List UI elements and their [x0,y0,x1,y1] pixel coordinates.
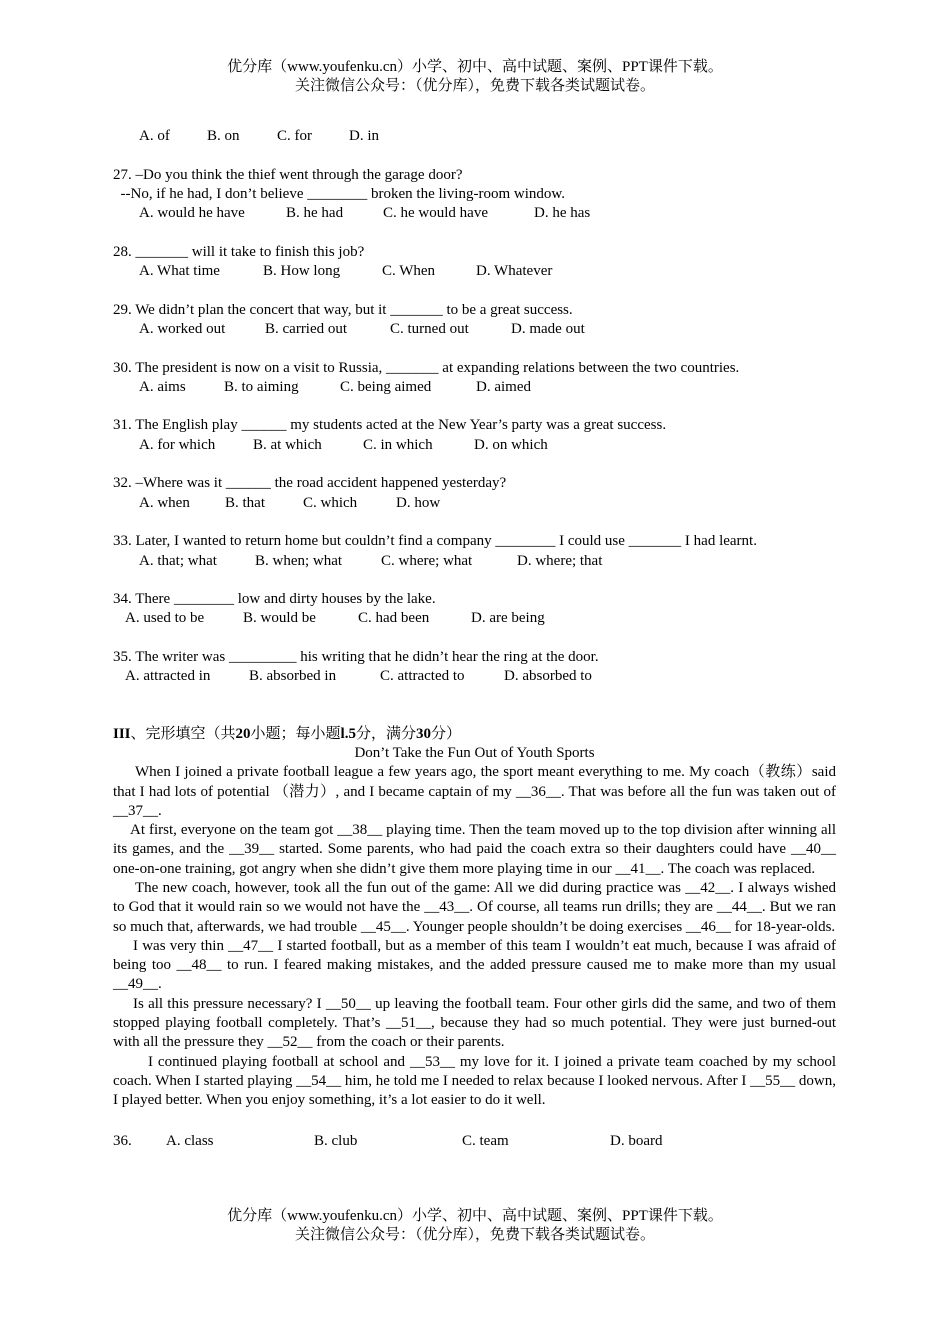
option-b: B. would be [243,610,316,627]
option-b: B. absorbed in [249,668,337,685]
option-d: D. Whatever [476,263,553,280]
option-c: C. where; what [381,552,473,569]
option-c: C. in which [363,436,433,453]
passage-title: Don’t Take the Fun Out of Youth Sports [354,744,595,761]
passage-paragraph: Is all this pressure necessary? I __50__ up leaving the football team. Four other girls did the same, and two of them stopped playing football completely. That’s __51__, because they had so much potential. They were just burned-out with all the pressure they __52__ from the coach or their parents. [113,995,836,1051]
footer-line-2: 关注微信公众号：（优分库），免费下载各类试题试卷。 [294,1227,655,1243]
question-stem: 31. The English play ______ my students acted at the New Year’s party was a great success. [113,417,667,434]
question-34 [113,590,836,629]
question-27 [113,166,836,224]
option-b: B. carried out [265,320,348,337]
option-d: D. on which [474,436,548,453]
passage-paragraph: I continued playing football at school and __53__ my love for it. I joined a private team coached by my school coach. When I started playing __54__ him, he told me I needed to relax because I looked nervous. After I __55__ down, I played better. When you enjoy something, it’s a lot easier to do it well. [113,1053,836,1109]
question-26-options [113,127,836,146]
option-d: D. in [349,128,379,144]
option-a: A. used to be [125,610,205,627]
option-b: B. he had [286,205,344,222]
option-a: A. worked out [139,320,226,337]
option-b: B. at which [253,436,322,453]
option-a: A. that; what [139,552,217,569]
section-title: III、完形填空（共20小题；每小题l.5分，满分30分） [113,725,461,742]
option-d: D. are being [471,610,545,627]
option-b: B. club [314,1132,358,1149]
passage-paragraph: At first, everyone on the team got __38__ playing time. Then the team moved up to the top division after winning all its games, and the __39__ started. Some parents, who had paid the coach extra so their daughters could have __40__ one-on-one training, got angry when she didn’t give them more playing time in our __41__. The coach was replaced. [113,822,836,877]
option-c: C. for [277,128,312,144]
option-c: C. turned out [390,320,469,337]
question-stem: 34. There ________ low and dirty houses by the lake. [113,591,436,608]
option-a: A. attracted in [125,668,211,685]
option-b: B. How long [263,263,341,280]
option-c: C. attracted to [380,668,465,685]
option-d: D. he has [534,205,591,222]
option-b: B. that [225,494,265,511]
option-d: D. how [396,494,441,511]
question-36 [113,1132,836,1151]
question-reply: --No, if he had, I don’t believe ________ broken the living-room window. [113,185,565,202]
option-a: A. when [139,494,190,511]
option-d: D. aimed [476,378,531,395]
passage-paragraph: The new coach, however, took all the fun out of the game: All we did during practice was __42__. I always wished to God that it would rain so we would not have the __43__. Of course, all teams run drills; they are __44__. But we ran so much that, afterwards, we had trouble __45__. Younger people shouldn’t be doing exercises __46__ for 18-year-olds. [113,879,836,935]
option-b: B. to aiming [224,378,299,395]
page-header [0,58,950,96]
header-line-1: 优分库（www.youfenku.cn）小学、初中、高中试题、案例、PPT课件下载。 [227,59,723,75]
option-d: D. made out [511,320,585,337]
option-d: D. absorbed to [504,668,592,685]
question-stem: 33. Later, I wanted to return home but couldn’t find a company ________ I could use _______ I had learnt. [113,533,757,550]
question-stem: 30. The president is now on a visit to Russia, _______ at expanding relations between the two countries. [113,359,740,376]
page-footer [0,1207,950,1245]
question-stem: 32. –Where was it ______ the road accident happened yesterday? [113,475,507,492]
exam-content [113,127,836,1151]
passage-paragraph: When I joined a private football league a few years ago, the sport meant everything to me. My coach（教练）said that I had lots of potential （潜力）, and I became captain of my __36__. That was before all the fun was taken out of __37__. [113,764,836,819]
passage-paragraph: I was very thin __47__ I started football, but as a member of this team I wouldn’t eat much, because I was afraid of being too __48__ to run. I feared making mistakes, and the added pressure caused me to make more than my usual __49__. [113,937,836,993]
question-33 [113,532,836,571]
option-c: C. being aimed [340,378,432,395]
option-a: A. What time [139,263,220,280]
option-a: A. aims [139,378,186,395]
question-stem: 29. We didn’t plan the concert that way, but it _______ to be a great success. [113,301,573,318]
question-32 [113,474,836,513]
question-35 [113,648,836,687]
question-stem: 35. The writer was _________ his writing that he didn’t hear the ring at the door. [113,649,599,666]
question-stem: 27. –Do you think the thief went through the garage door? [113,166,463,183]
question-28 [113,243,836,282]
footer-line-1: 优分库（www.youfenku.cn）小学、初中、高中试题、案例、PPT课件下载。 [227,1208,723,1224]
option-b: B. when; what [255,552,343,569]
option-c: C. he would have [383,205,488,222]
option-d: D. board [610,1132,663,1149]
option-c: C. had been [358,610,430,627]
option-a: A. would he have [139,205,245,222]
question-30 [113,359,836,398]
option-b: B. on [207,128,240,144]
question-29 [113,301,836,340]
option-d: D. where; that [517,552,603,569]
option-a: A. class [166,1132,214,1149]
option-a: A. for which [139,436,216,453]
question-31 [113,416,836,455]
option-c: C. When [382,263,436,280]
option-c: C. which [303,494,358,511]
option-a: A. of [139,128,170,144]
option-c: C. team [462,1132,509,1149]
header-line-2: 关注微信公众号：（优分库），免费下载各类试题试卷。 [294,78,655,94]
question-number: 36. [113,1132,132,1149]
question-stem: 28. _______ will it take to finish this job? [113,243,365,260]
